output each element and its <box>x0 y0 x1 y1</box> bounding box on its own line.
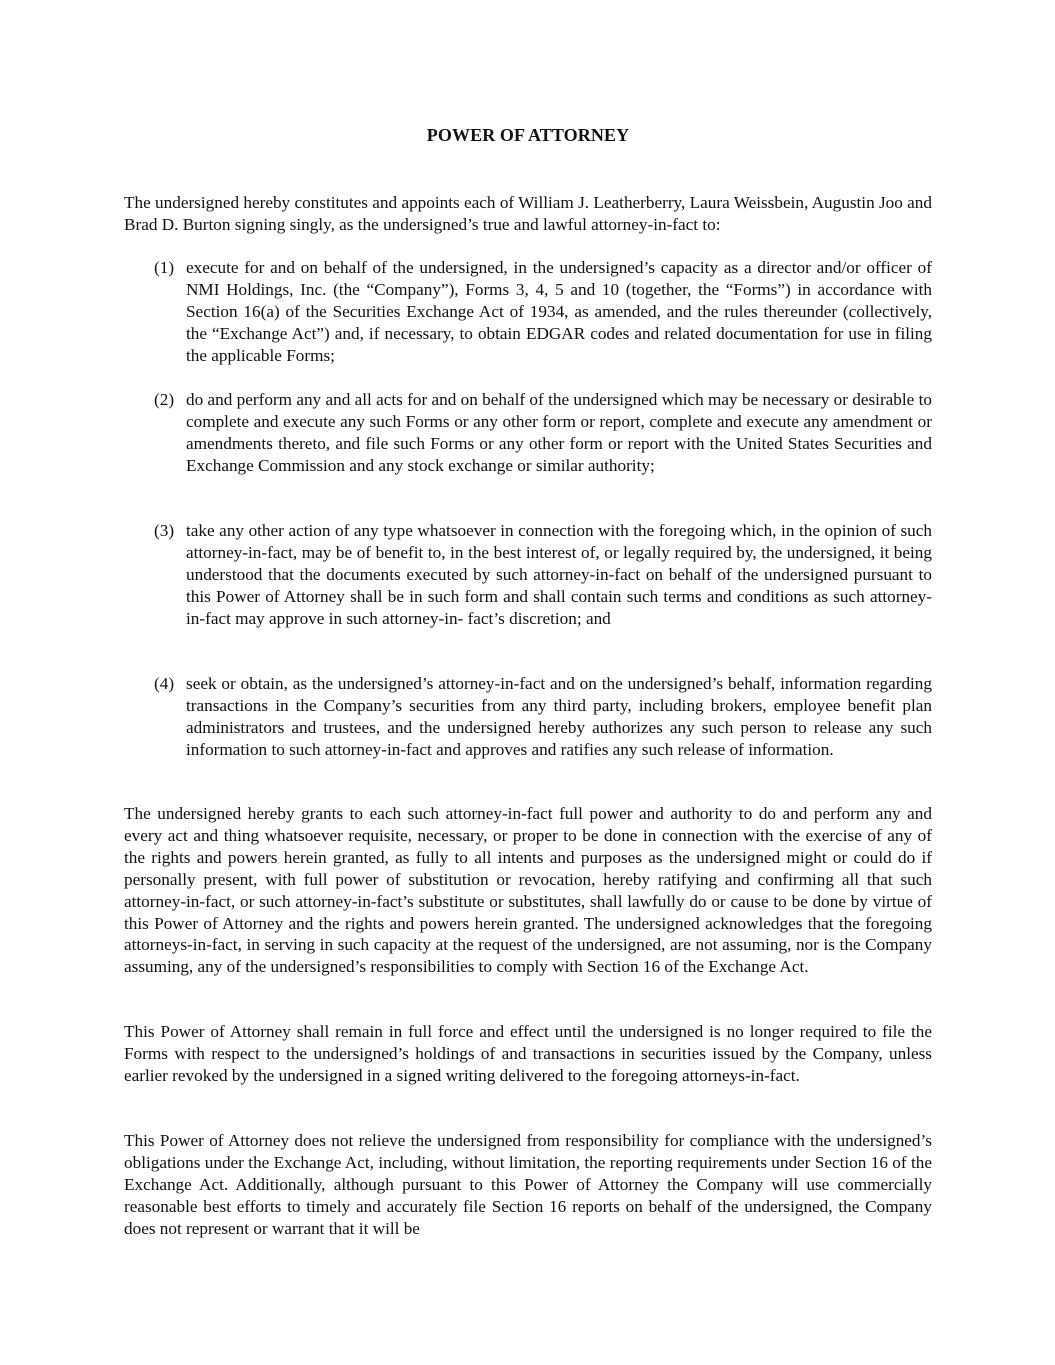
list-item-number: (3) <box>154 521 175 540</box>
list-item-3 <box>154 520 932 630</box>
list-item-1 <box>154 257 932 367</box>
document-title: POWER OF ATTORNEY <box>426 125 630 145</box>
list-item-text: do and perform any and all acts for and on behalf of the undersigned which may be necessary or desirable to complete and execute any such Forms or any other form or report, complete and execute any amendment or amendments thereto, and file such Forms or any other form or report with the United States Securities and Exchange Commission and any stock exchange or similar authority; <box>186 390 932 475</box>
list-item-4 <box>154 673 932 761</box>
duration-paragraph: This Power of Attorney shall remain in full force and effect until the undersigned is no longer required to file the Forms with respect to the undersigned’s holdings of and transactions in securities issued by the Company, unless earlier revoked by the undersigned in a signed writing delivered to the foregoing attorneys-in-fact. <box>124 1022 932 1085</box>
list-item-text: take any other action of any type whatsoever in connection with the foregoing which, in the opinion of such attorney-in-fact, may be of benefit to, in the best interest of, or legally required by, the undersigned, it being understood that the documents executed by such attorney-in-fact on behalf of the undersigned pursuant to this Power of Attorney shall be in such form and shall contain such terms and conditions as such attorney-in-fact may approve in such attorney-in- fact’s discretion; and <box>186 521 932 628</box>
grant-paragraph: The undersigned hereby grants to each such attorney-in-fact full power and authority to do and perform any and every act and thing whatsoever requisite, necessary, or proper to be done in connection with the exercise of any of the rights and powers herein granted, as fully to all intents and purposes as the undersigned might or could do if personally present, with full power of substitution or revocation, hereby ratifying and confirming all that such attorney-in-fact, or such attorney-in-fact’s substitute or substitutes, shall lawfully do or cause to be done by virtue of this Power of Attorney and the rights and powers herein granted. The undersigned acknowledges that the foregoing attorneys-in-fact, in serving in such capacity at the request of the undersigned, are not assuming, nor is the Company assuming, any of the undersigned’s responsibilities to comply with Section 16 of the Exchange Act. <box>124 804 932 977</box>
list-item-number: (4) <box>154 674 175 693</box>
intro-paragraph: The undersigned hereby constitutes and appoints each of William J. Leatherberry, Laura Weissbein, Augustin Joo and Brad D. Burton signing singly, as the undersigned’s true and lawful attorney-in-fact to: <box>124 193 932 234</box>
list-item-number: (2) <box>154 390 175 409</box>
list-item-text: execute for and on behalf of the undersigned, in the undersigned’s capacity as a director and/or officer of NMI Holdings, Inc. (the “Company”), Forms 3, 4, 5 and 10 (together, the “Forms”) in accordance with Section 16(a) of the Securities Exchange Act of 1934, as amended, and the rules thereunder (collectively, the “Exchange Act”) and, if necessary, to obtain EDGAR codes and related documentation for use in filing the applicable Forms; <box>186 258 932 365</box>
list-item-number: (1) <box>154 258 175 277</box>
list-item-2 <box>154 389 932 477</box>
list-item-text: seek or obtain, as the undersigned’s attorney-in-fact and on the undersigned’s behalf, information regarding transactions in the Company’s securities from any third party, including brokers, employee benefit plan administrators and trustees, and the undersigned hereby authorizes any such person to release any such information to such attorney-in-fact and approves and ratifies any such release of information. <box>186 674 932 759</box>
responsibility-paragraph: This Power of Attorney does not relieve the undersigned from responsibility for compliance with the undersigned’s obligations under the Exchange Act, including, without limitation, the reporting requirements under Section 16 of the Exchange Act. Additionally, although pursuant to this Power of Attorney the Company will use commercially reasonable best efforts to timely and accurately file Section 16 reports on behalf of the undersigned, the Company does not represent or warrant that it will be <box>124 1131 932 1238</box>
